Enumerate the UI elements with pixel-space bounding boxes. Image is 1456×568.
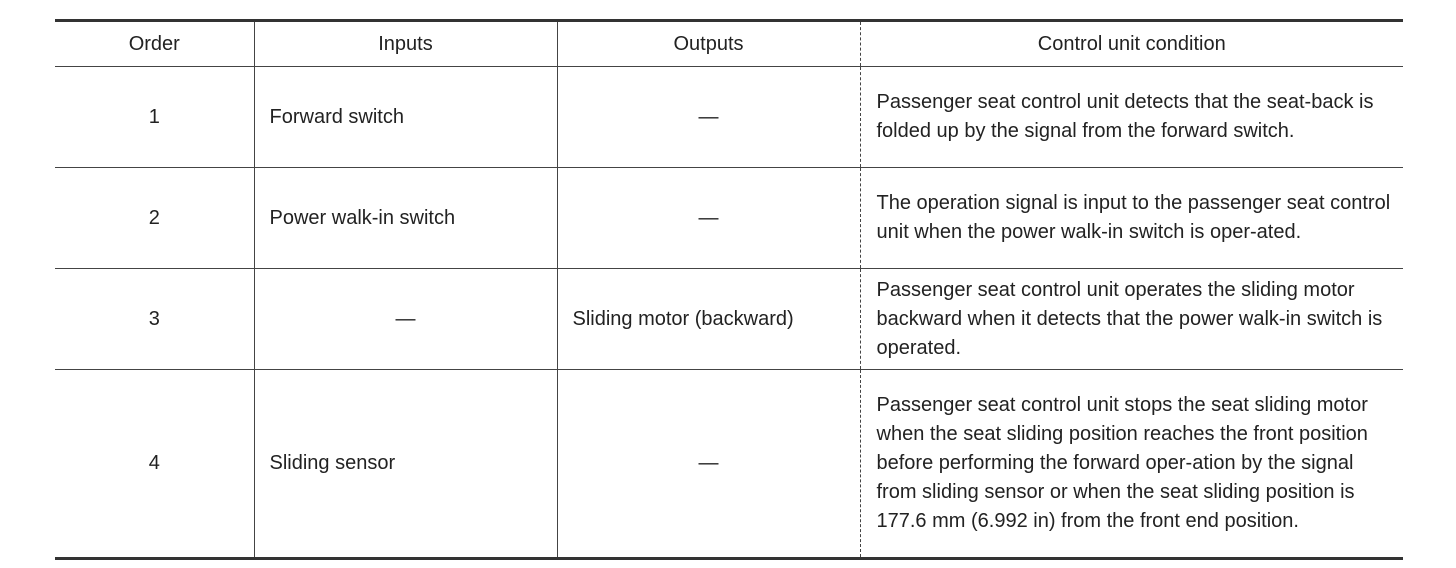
operation-table-container	[55, 19, 1403, 560]
cell-inputs: —	[254, 269, 557, 370]
cell-outputs: —	[557, 168, 860, 269]
cell-condition: The operation signal is input to the passenger seat control unit when the power walk-in switch is oper-ated.	[860, 168, 1403, 269]
cell-condition: Passenger seat control unit detects that the seat-back is folded up by the signal from the forward switch.	[860, 67, 1403, 168]
cell-inputs: Sliding sensor	[254, 370, 557, 559]
header-outputs: Outputs	[557, 21, 860, 67]
table-row	[55, 269, 1403, 370]
cell-order: 4	[55, 370, 254, 559]
cell-condition: Passenger seat control unit operates the sliding motor backward when it detects that the power walk-in switch is operated.	[860, 269, 1403, 370]
header-condition: Control unit condition	[860, 21, 1403, 67]
cell-order: 3	[55, 269, 254, 370]
table-row	[55, 67, 1403, 168]
cell-order: 1	[55, 67, 254, 168]
header-inputs: Inputs	[254, 21, 557, 67]
table-row	[55, 168, 1403, 269]
cell-outputs: —	[557, 67, 860, 168]
cell-order: 2	[55, 168, 254, 269]
operation-table	[55, 19, 1403, 560]
cell-inputs: Forward switch	[254, 67, 557, 168]
header-order: Order	[55, 21, 254, 67]
table-row	[55, 370, 1403, 559]
cell-condition: Passenger seat control unit stops the seat sliding motor when the seat sliding position reaches the front position before performing the forward oper-ation by the signal from sliding sensor or when the seat sliding position is 177.6 mm (6.992 in) from the front end position.	[860, 370, 1403, 559]
cell-outputs: —	[557, 370, 860, 559]
cell-inputs: Power walk-in switch	[254, 168, 557, 269]
cell-outputs: Sliding motor (backward)	[557, 269, 860, 370]
table-header-row	[55, 21, 1403, 67]
